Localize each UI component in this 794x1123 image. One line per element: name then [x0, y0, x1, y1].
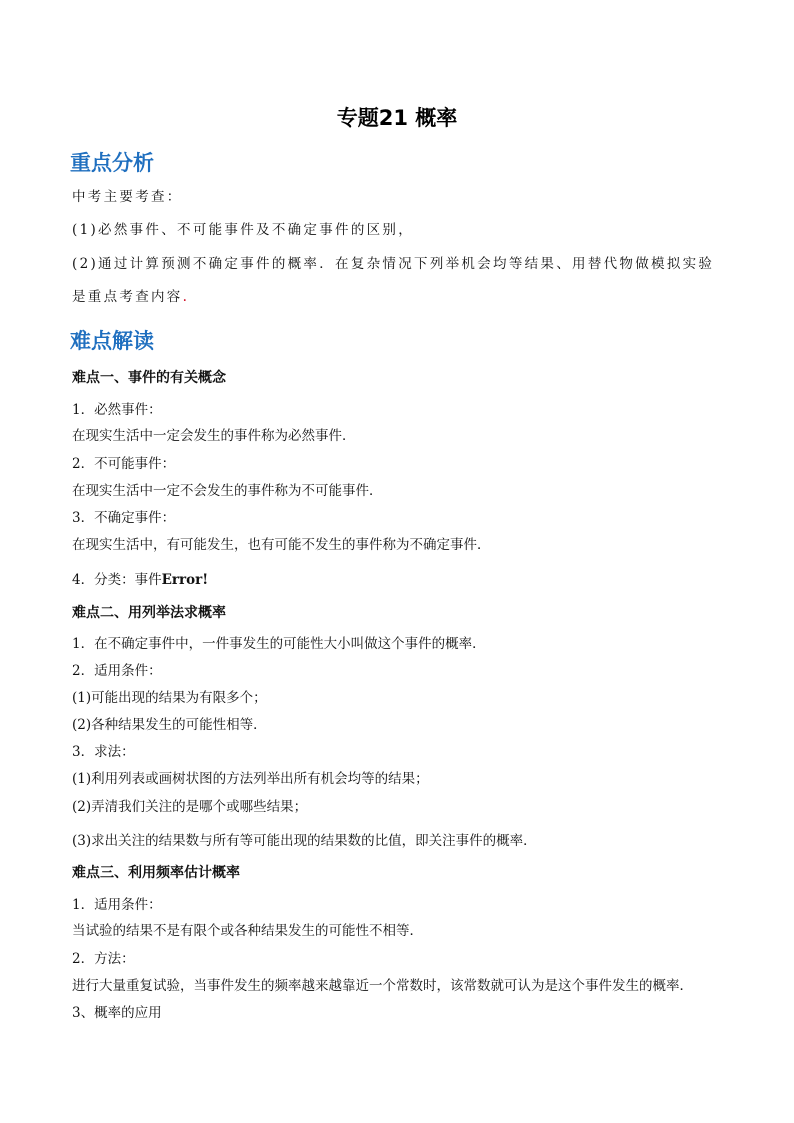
difficulty-1-line: 在现实生活中一定会发生的事件称为必然事件． [72, 428, 356, 444]
analysis-item-2-text: 是重点考查内容 [72, 289, 183, 305]
difficulty-3-heading: 难点三、利用频率估计概率 [72, 865, 240, 881]
classify-prefix: 4．分类：事件 [72, 572, 162, 588]
difficulty-3-line: 当试验的结果不是有限个或各种结果发生的可能性不相等． [72, 923, 423, 939]
intro-text: 中考主要考查： [72, 189, 183, 205]
section-heading-key-analysis: 重点分析 [70, 151, 154, 175]
difficulty-1-line: 2．不可能事件： [72, 456, 176, 472]
difficulty-1-line: 1．必然事件： [72, 402, 162, 418]
difficulty-2-line: (2)各种结果发生的可能性相等． [72, 717, 267, 733]
difficulty-2-line: 1．在不确定事件中，一件事发生的可能性大小叫做这个事件的概率． [72, 636, 486, 652]
difficulty-2-line: 3．求法： [72, 744, 135, 760]
difficulty-1-line: 3．不确定事件： [72, 510, 176, 526]
difficulty-1-heading: 难点一、事件的有关概念 [72, 370, 226, 386]
difficulty-2-line: (3)求出关注的结果数与所有等可能出现的结果数的比值，即关注事件的概率． [72, 833, 537, 849]
analysis-item-2-line-1: (2)通过计算预测不确定事件的概率．在复杂情况下列举机会均等结果、用替代物做模拟实验 [72, 256, 715, 272]
difficulty-2-heading: 难点二、用列举法求概率 [72, 605, 226, 621]
difficulty-2-line: 2．适用条件： [72, 663, 162, 679]
analysis-item-1: (1)必然事件、不可能事件及不确定事件的区别， [72, 222, 415, 238]
error-field: Error! [161, 572, 209, 588]
difficulty-2-line: (2)弄清我们关注的是哪个或哪些结果； [72, 799, 308, 815]
page-title: 专题21 概率 [336, 106, 458, 130]
difficulty-3-line: 3、概率的应用 [72, 1005, 162, 1021]
analysis-item-2-line-2 [72, 285, 189, 305]
difficulty-1-line: 在现实生活中，有可能发生，也有可能不发生的事件称为不确定事件． [72, 537, 491, 553]
difficulty-2-line: (1)可能出现的结果为有限多个； [72, 690, 267, 706]
section-heading-difficulties: 难点解读 [70, 329, 154, 353]
red-period: . [182, 289, 190, 305]
difficulty-3-line: 1．适用条件： [72, 897, 162, 913]
difficulty-3-line: 进行大量重复试验，当事件发生的频率越来越靠近一个常数时，该常数就可认为是这个事件发生的概率． [72, 978, 693, 994]
difficulty-1-line: 在现实生活中一定不会发生的事件称为不可能事件． [72, 483, 383, 499]
difficulty-3-line: 2．方法： [72, 951, 135, 967]
classify-line [72, 568, 208, 588]
difficulty-2-line: (1)利用列表或画树状图的方法列举出所有机会均等的结果； [72, 771, 429, 787]
